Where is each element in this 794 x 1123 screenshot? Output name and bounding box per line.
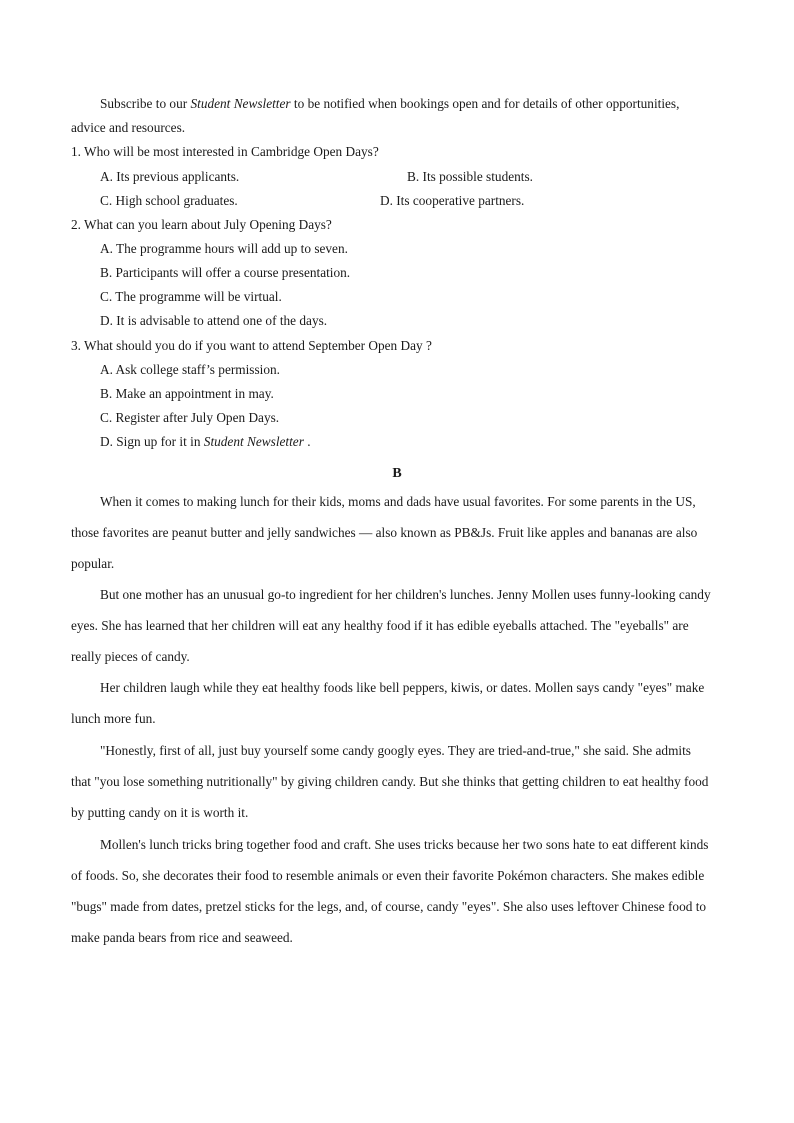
- question-2: 2. What can you learn about July Opening Days?: [71, 217, 332, 232]
- question-3-option-c: C. Register after July Open Days.: [100, 410, 280, 425]
- paragraph-5: Mollen's lunch tricks bring together food and craft. She uses tricks because her two sons hate to eat different kinds of foods. So, she decorates their food to resemble animals or even their favorite Pokémon characters. She makes edible "bugs" made from dates, pretzel sticks for the legs, and, of course, candy "eyes". She also uses leftover Chinese food to make panda bears from rice and seaweed.: [71, 837, 709, 945]
- question-3-option-a: A. Ask college staff’s permission.: [100, 362, 280, 377]
- question-1: 1. Who will be most interested in Cambridge Open Days?: [71, 144, 379, 159]
- question-2-option-a: A. The programme hours will add up to seven.: [100, 241, 348, 256]
- paragraph-1: When it comes to making lunch for their kids, moms and dads have usual favorites. For some parents in the US, those favorites are peanut butter and jelly sandwiches — also known as PB&Js. Fruit like apples and bananas are also popular.: [71, 494, 698, 571]
- section-heading: B: [392, 466, 402, 481]
- question-1-option-b: B. Its possible students.: [407, 169, 533, 184]
- newsletter-title: Student Newsletter: [190, 96, 291, 111]
- paragraph-2: But one mother has an unusual go-to ingredient for her children's lunches. Jenny Mollen uses funny-looking candy eyes. She has learned that her children will eat any healthy food if it has edible eyeballs attached. The "eyeballs" are really pieces of candy.: [71, 587, 711, 664]
- option-d-newsletter: Student Newsletter: [203, 434, 304, 449]
- question-1-option-a: A. Its previous applicants.: [100, 169, 240, 184]
- question-3-option-b: B. Make an appointment in may.: [100, 386, 274, 401]
- question-1-option-c: C. High school graduates.: [100, 193, 238, 208]
- option-d-end: .: [303, 434, 311, 449]
- question-2-option-d: D. It is advisable to attend one of the days.: [100, 313, 328, 328]
- question-3: 3. What should you do if you want to attend September Open Day ?: [71, 338, 432, 353]
- question-1-option-d: D. Its cooperative partners.: [380, 193, 525, 208]
- paragraph-4: "Honestly, first of all, just buy yourself some candy googly eyes. They are tried-and-true," she said. She admits that "you lose something nutritionally" by giving children candy. But she thinks that getting children to eat healthy food by putting candy on it is worth it.: [71, 743, 709, 820]
- question-2-option-b: B. Participants will offer a course presentation.: [100, 265, 351, 280]
- paragraph-3: Her children laugh while they eat healthy foods like bell peppers, kiwis, or dates. Mollen says candy "eyes" make lunch more fun.: [71, 680, 705, 726]
- intro-text-end: to be notified when bookings open and for details of other opportunities, advice and resources.: [71, 96, 680, 135]
- intro-text-start: Subscribe to our: [100, 96, 191, 111]
- option-d-text: D. Sign up for it in: [100, 434, 204, 449]
- question-2-option-c: C. The programme will be virtual.: [100, 289, 282, 304]
- question-3-option-d: [100, 434, 311, 450]
- intro-paragraph: [71, 92, 713, 140]
